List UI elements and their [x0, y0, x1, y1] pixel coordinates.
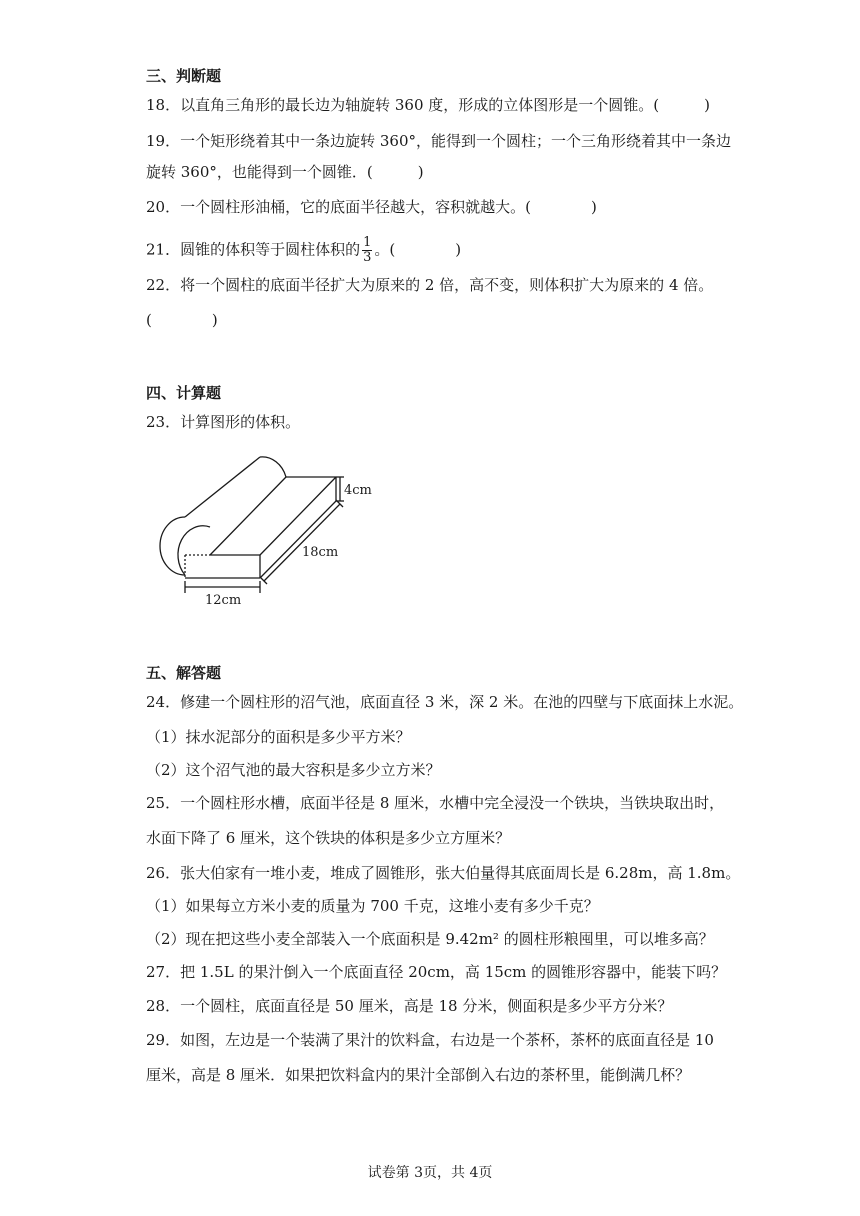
- question-24: 24．修建一个圆柱形的沼气池，底面直径 3 米，深 2 米。在池的四壁与下底面抹上水泥。: [146, 693, 744, 711]
- question-19-line1: 19．一个矩形绕着其中一条边旋转 360°，能得到一个圆柱；一个三角形绕着其中一条边: [146, 132, 731, 150]
- page-footer: 试卷第 3页，共 4页: [367, 1165, 493, 1181]
- question-26: 26．张大伯家有一堆小麦，堆成了圆锥形，张大伯量得其底面周长是 6.28m，高 1.8m。: [146, 864, 741, 882]
- cylinder-front-face: [160, 517, 185, 575]
- fraction-numerator: 1: [363, 235, 372, 250]
- question-29-line2: 厘米，高是 8 厘米．如果把饮料盒内的果汁全部倒入右边的茶杯里，能倒满几杯？: [146, 1066, 691, 1084]
- cuboid-bottom-right-edge: [260, 501, 339, 578]
- question-27: 27．把 1.5L 的果汁倒入一个底面直径 20cm，高 15cm 的圆锥形容器中，能装下吗？: [146, 963, 727, 981]
- question-21-text: 21．圆锥的体积等于圆柱体积的: [146, 240, 361, 259]
- label-height: 4cm: [344, 483, 372, 498]
- question-22-line1: 22．将一个圆柱的底面半径扩大为原来的 2 倍，高不变，则体积扩大为原来的 4 倍。: [146, 276, 714, 294]
- question-24-part1: （1）抹水泥部分的面积是多少平方米？: [146, 728, 411, 746]
- question-21-suffix: 。( ): [374, 240, 462, 259]
- cylinder-front-arc: [178, 526, 210, 575]
- section-heading-answer: 五、解答题: [146, 664, 222, 682]
- question-22-line2: ( ): [146, 311, 218, 329]
- question-21: [146, 236, 461, 265]
- fraction-one-third: [362, 236, 372, 265]
- cylinder-top-edge: [185, 457, 260, 517]
- question-20: 20．一个圆柱形油桶，它的底面半径越大，容积就越大。( ): [146, 198, 597, 216]
- question-26-part1: （1）如果每立方米小麦的质量为 700 千克，这堆小麦有多少千克？: [146, 897, 599, 915]
- question-19-line2: 旋转 360°，也能得到一个圆锥．( ): [146, 163, 424, 181]
- label-width: 12cm: [205, 593, 242, 608]
- question-23: 23．计算图形的体积。: [146, 413, 301, 431]
- fraction-denominator: 3: [363, 250, 372, 265]
- question-24-part2: （2）这个沼气池的最大容积是多少立方米？: [146, 761, 441, 779]
- label-length: 18cm: [302, 545, 339, 560]
- dim-length-line: [264, 504, 340, 581]
- dim-length-tick-bottom: [260, 577, 267, 584]
- cylinder-back-arc: [260, 457, 286, 477]
- section-heading-judgment: 三、判断题: [146, 67, 222, 85]
- question-25-line1: 25．一个圆柱形水槽，底面半径是 8 厘米，水槽中完全浸没一个铁块，当铁块取出时，: [146, 794, 725, 812]
- question-26-part2: （2）现在把这些小麦全部装入一个底面积是 9.42m² 的圆柱形粮囤里，可以堆多高？: [146, 930, 714, 948]
- question-18: 18．以直角三角形的最长边为轴旋转 360 度，形成的立体图形是一个圆锥。( ): [146, 96, 710, 114]
- question-25-line2: 水面下降了 6 厘米，这个铁块的体积是多少立方厘米？: [146, 829, 511, 847]
- question-28: 28．一个圆柱，底面直径是 50 厘米，高是 18 分米，侧面积是多少平方分米？: [146, 997, 673, 1015]
- volume-figure: [150, 445, 390, 610]
- cuboid-top-right-edge: [260, 477, 336, 555]
- section-heading-calculation: 四、计算题: [146, 384, 222, 402]
- question-29-line1: 29．如图，左边是一个装满了果汁的饮料盒，右边是一个茶杯，茶杯的底面直径是 10: [146, 1031, 714, 1049]
